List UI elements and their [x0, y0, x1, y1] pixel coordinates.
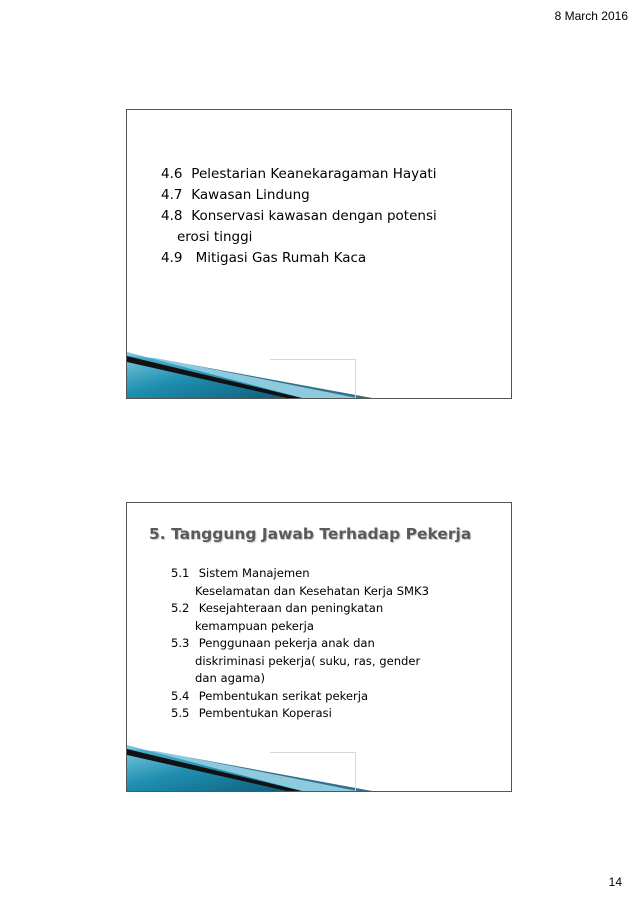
item-continuation: kemampuan pekerja: [195, 618, 314, 633]
slide-1: [126, 109, 512, 399]
item-text: Mitigasi Gas Rumah Kaca: [191, 250, 367, 266]
item-text: Kesejahteraan dan peningkatan: [198, 601, 384, 615]
item-number: 5.1: [171, 566, 190, 580]
list-item: [161, 206, 437, 248]
list-item: [171, 635, 429, 688]
page-number: 14: [608, 875, 622, 889]
item-number: 4.7: [161, 187, 183, 203]
list-item: [171, 688, 429, 706]
list-item: [161, 185, 437, 206]
list-item: [161, 164, 437, 185]
item-text: Konservasi kawasan dengan potensi: [191, 208, 437, 224]
page-date: 8 March 2016: [554, 9, 628, 23]
slide-footer-notch: [270, 359, 356, 398]
item-continuation: diskriminasi pekerja( suku, ras, gender: [195, 653, 421, 668]
item-number: 5.4: [171, 688, 190, 703]
item-text: Pembentukan serikat pekerja: [198, 688, 369, 703]
slide-footer-notch: [270, 752, 356, 791]
item-text: Pembentukan Koperasi: [198, 706, 332, 720]
slide-1-list: [161, 164, 437, 269]
item-number: 5.2: [171, 601, 190, 615]
item-number: 4.9: [161, 250, 183, 266]
item-number: 4.6: [161, 166, 183, 182]
list-item: [171, 705, 429, 723]
list-item: [161, 248, 437, 269]
item-number: 4.8: [161, 208, 183, 224]
slide-title: 5. Tanggung Jawab Terhadap Pekerja: [149, 525, 472, 543]
item-text: Penggunaan pekerja anak dan: [198, 636, 375, 650]
item-continuation: Keselamatan dan Kesehatan Kerja SMK3: [195, 583, 429, 598]
item-text: Pelestarian Keanekaragaman Hayati: [191, 166, 437, 182]
slide-2: [126, 502, 512, 792]
item-text: Sistem Manajemen: [198, 566, 310, 580]
item-number: 5.3: [171, 636, 190, 650]
item-continuation: dan agama): [195, 671, 265, 685]
list-item: [171, 565, 429, 600]
list-item: [171, 600, 429, 635]
item-text: Kawasan Lindung: [191, 187, 310, 203]
slide-2-list: [171, 565, 429, 723]
item-continuation: erosi tinggi: [177, 229, 253, 245]
item-number: 5.5: [171, 706, 190, 720]
